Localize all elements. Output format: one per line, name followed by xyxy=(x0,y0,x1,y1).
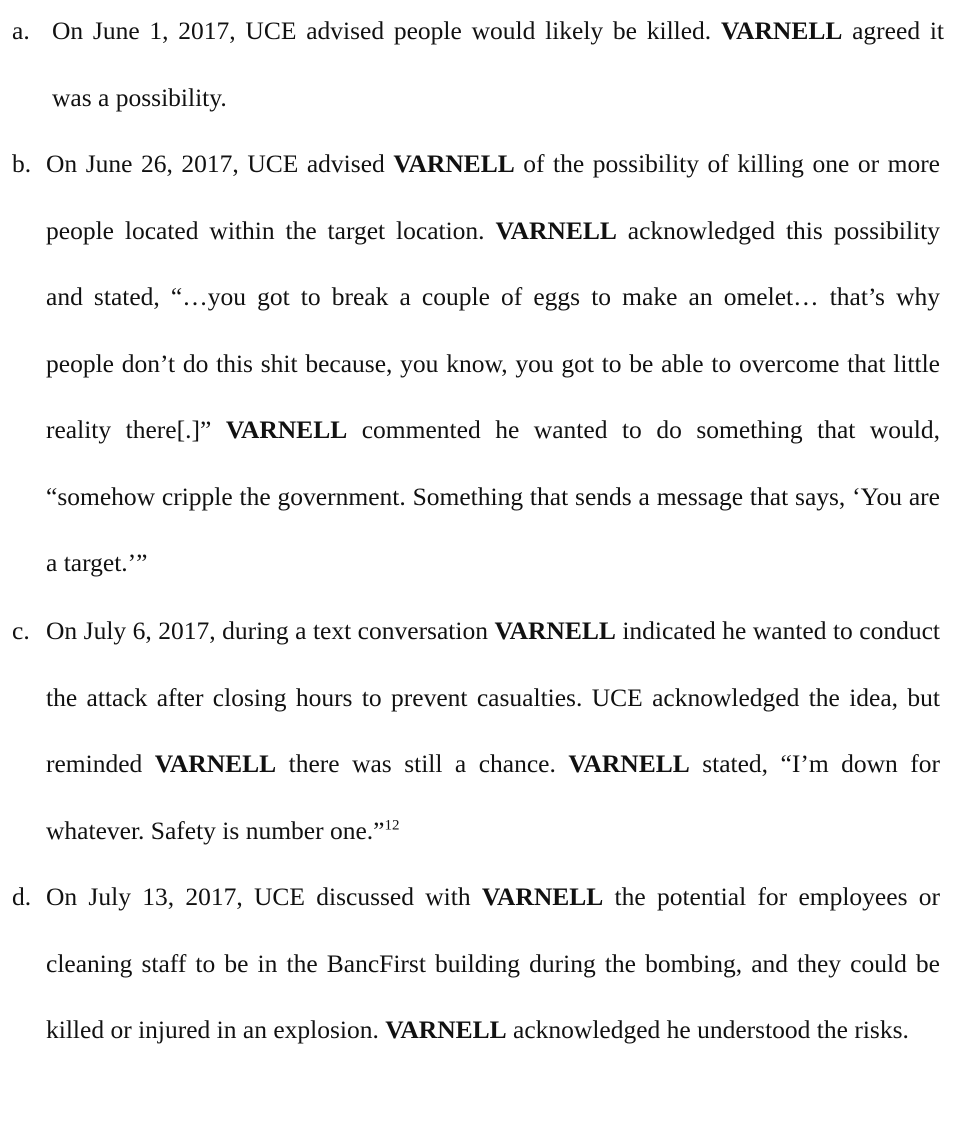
text-segment: there was still a chance. xyxy=(276,749,569,778)
name-highlight: VARNELL xyxy=(393,149,515,178)
name-highlight: VARNELL xyxy=(494,616,616,645)
name-highlight: VARNELL xyxy=(154,749,277,778)
item-marker: b. xyxy=(12,149,32,178)
item-text xyxy=(52,0,944,131)
footnote-reference[interactable]: 12 xyxy=(384,817,400,833)
text-segment: On June 26, 2017, UCE advised xyxy=(46,149,394,178)
text-segment: acknowledged he understood the risks. xyxy=(506,1015,909,1044)
text-segment: On June 1, 2017, UCE advised people would likely be killed. xyxy=(52,16,721,45)
item-text xyxy=(46,131,940,597)
item-marker: c. xyxy=(12,616,30,645)
text-segment: stated, “I’m down for whatever. Safety is number one.” xyxy=(46,749,940,845)
item-marker: d. xyxy=(12,882,32,911)
text-segment: acknowledged this possibility and stated, “…you got to break a couple of eggs to make an omelet… that’s why people don’t do this shit because, you know, you got to be able to overcome that little reality there[.]” xyxy=(46,215,940,444)
name-highlight: VARNELL xyxy=(720,16,843,45)
text-segment: indicated he wanted to conduct the attack after closing hours to prevent casualties. UCE acknowledged the idea, but reminded xyxy=(46,616,940,778)
name-highlight: VARNELL xyxy=(385,1015,507,1044)
item-marker: a. xyxy=(12,16,30,45)
text-segment: of the possibility of killing one or more people located within the target location. xyxy=(46,149,940,245)
text-segment: commented he wanted to do something that would, “somehow cripple the government. Something that sends a message that says, ‘You are a target.’” xyxy=(46,415,940,577)
text-segment: On July 6, 2017, during a text conversation xyxy=(46,616,495,645)
text-segment: On July 13, 2017, UCE discussed with xyxy=(46,882,482,911)
name-highlight: VARNELL xyxy=(495,215,617,245)
item-text xyxy=(46,598,940,864)
text-segment: the potential for employees or cleaning staff to be in the BancFirst building during the bombing, and they could be killed or injured in an explosion. xyxy=(46,882,940,1044)
name-highlight: VARNELL xyxy=(568,749,690,778)
text-segment: agreed it was a possibility. xyxy=(52,16,944,112)
name-highlight: VARNELL xyxy=(481,882,604,911)
item-text xyxy=(46,864,940,1064)
name-highlight: VARNELL xyxy=(225,415,348,444)
